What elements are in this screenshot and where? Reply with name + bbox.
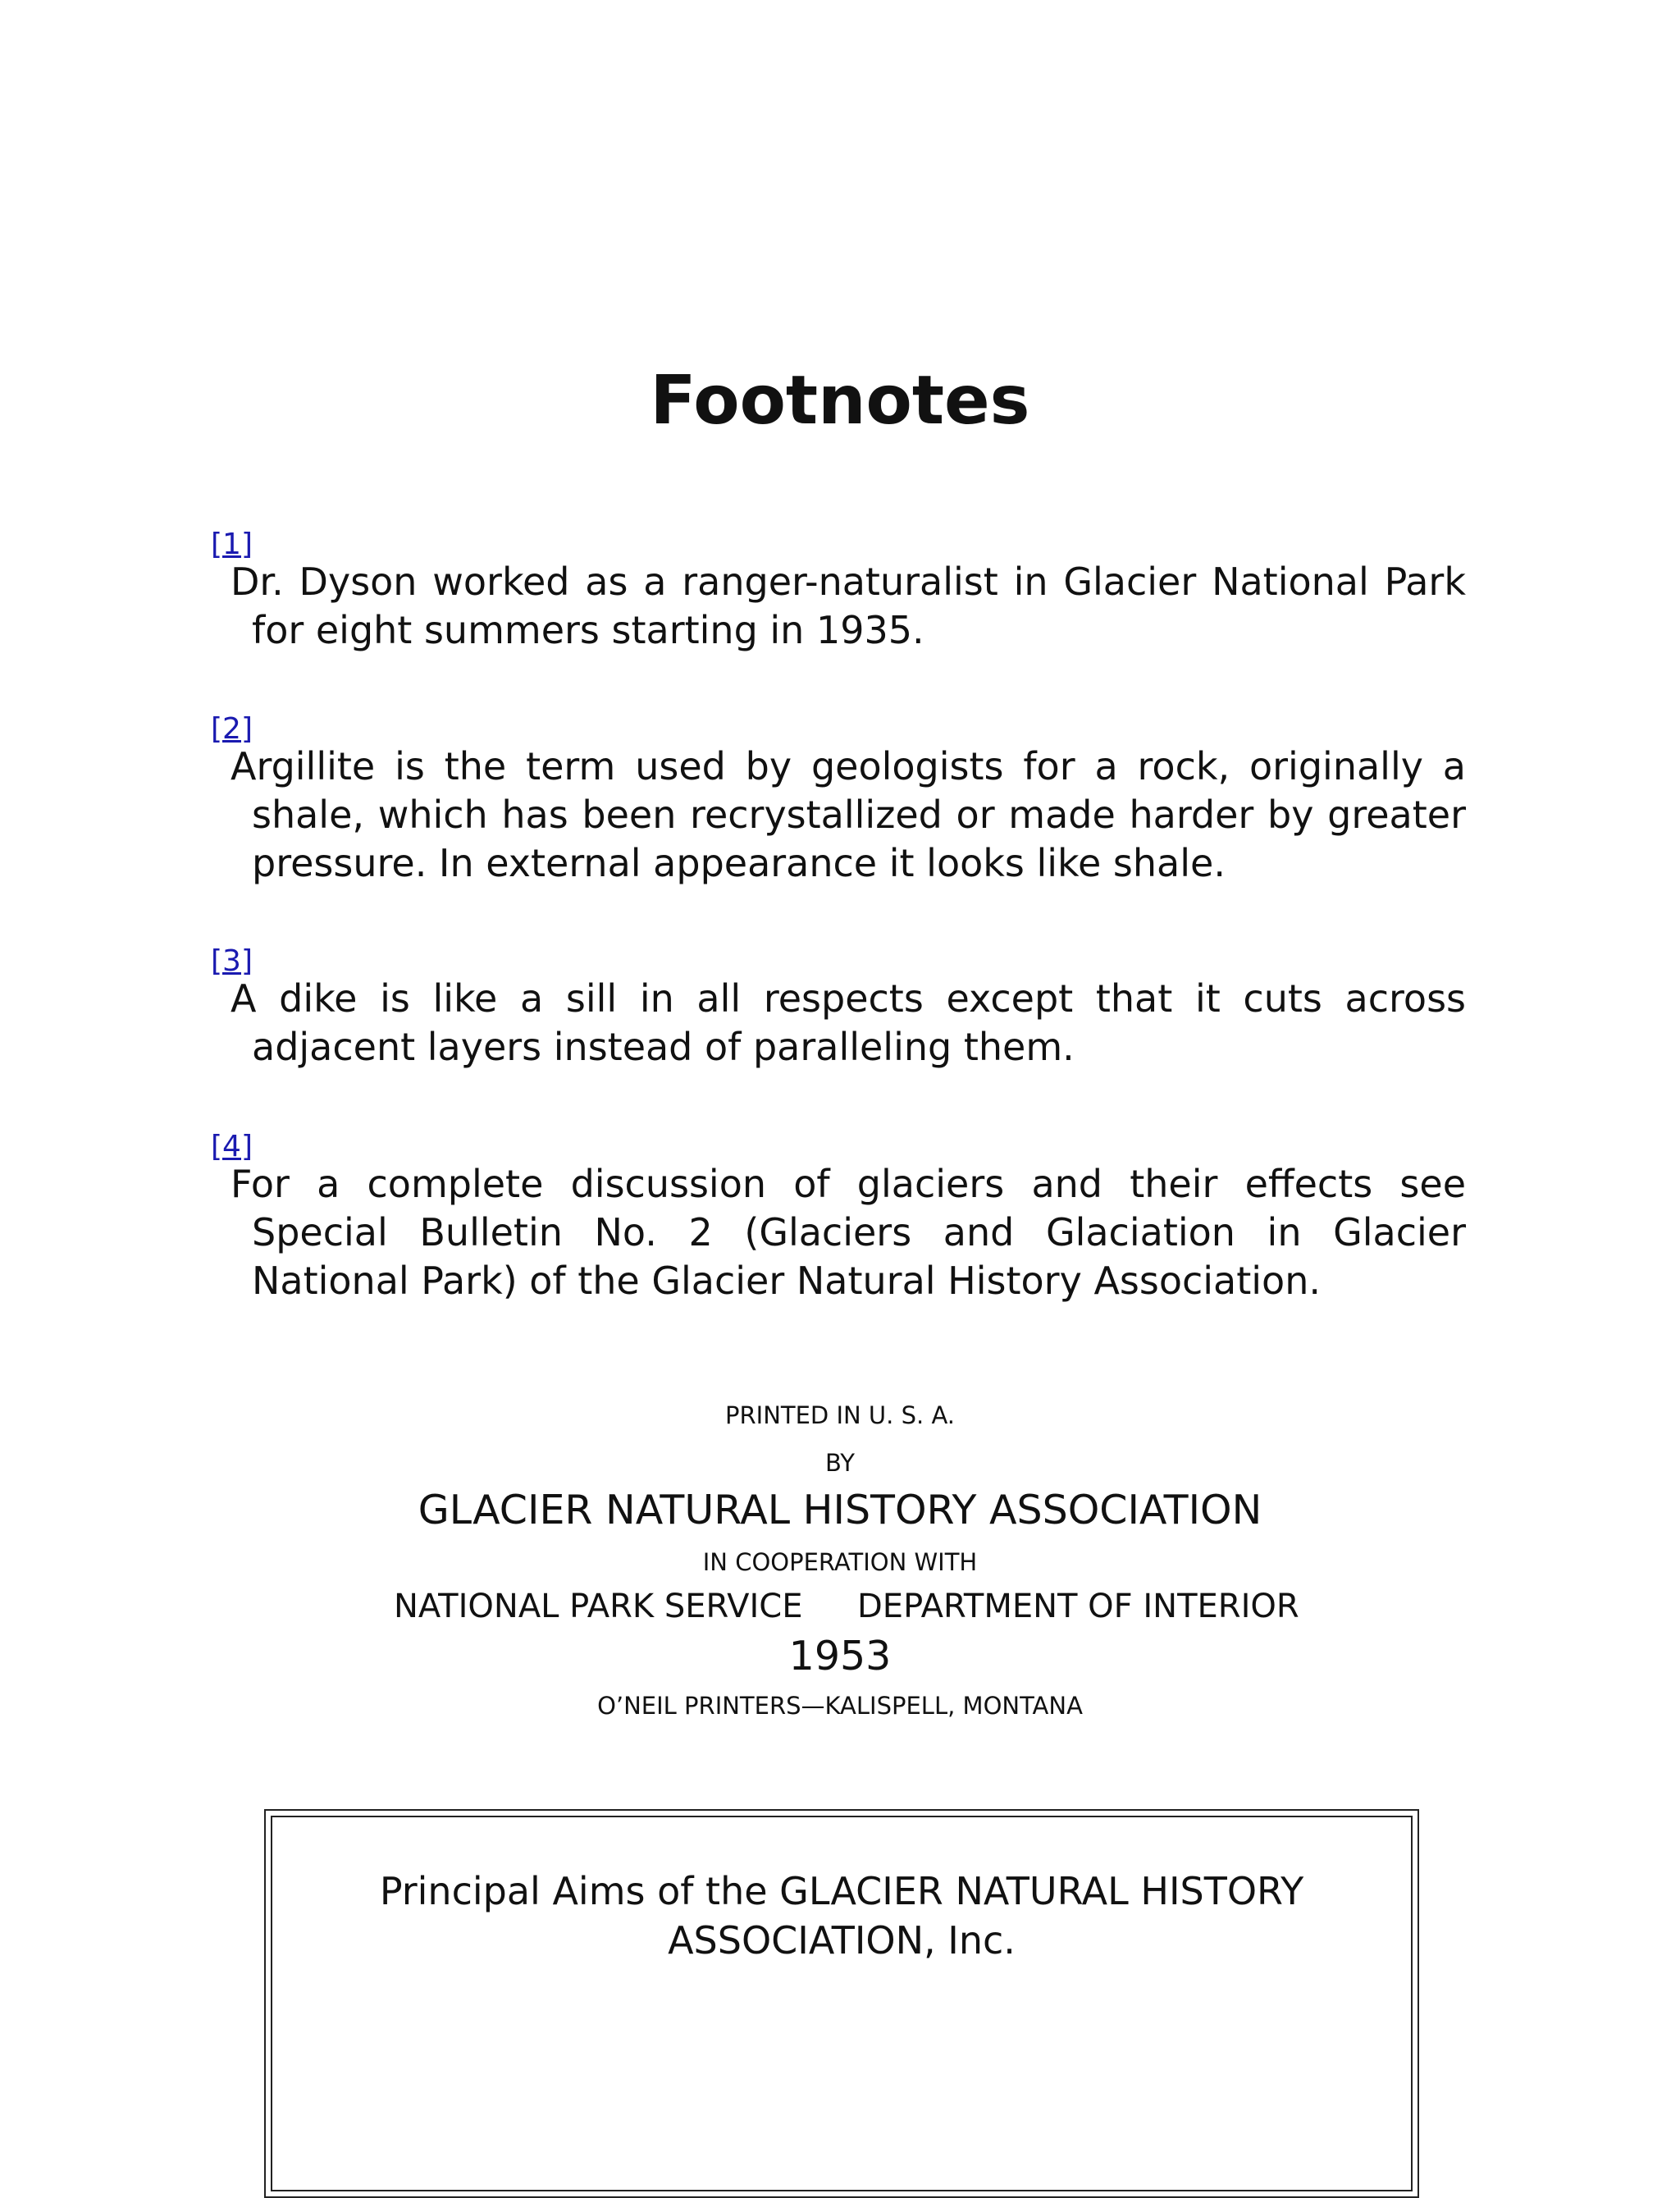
footnote-text-4: For a complete discussion of glaciers and their effects see Special Bulletin No. 2 (Glaciers and Glaciation in Glacier National Park) of the Glacier Natural History Association. [231,1162,1466,1303]
footnote-ref-1[interactable]: [1] [211,528,253,561]
footnote-ref-2[interactable]: [2] [211,712,253,746]
footnote-text-3: A dike is like a sill in all respects except that it cuts across adjacent layers instead of paralleling them. [231,976,1466,1069]
printer-line: O’NEIL PRINTERS—KALISPELL, MONTANA [597,1692,1083,1720]
aims-box-title: Principal Aims of the GLACIER NATURAL HISTORY ASSOCIATION, Inc. [379,1869,1304,1963]
aims-box [264,1809,1419,2198]
aims-box-inner-border [271,1816,1413,2191]
agency-national-park-service: NATIONAL PARK SERVICE [394,1588,803,1625]
footnote-3 [211,944,1466,1072]
cooperation-line: IN COOPERATION WITH [702,1548,978,1576]
footnote-1 [211,528,1466,655]
page-title: Footnotes [650,362,1030,440]
footnote-ref-4[interactable]: [4] [211,1130,253,1163]
publisher-name: GLACIER NATURAL HISTORY ASSOCIATION [418,1487,1262,1533]
printed-line: PRINTED IN U. S. A. [725,1401,955,1429]
by-line: BY [824,1449,856,1477]
footnote-4 [211,1130,1466,1305]
publication-year: 1953 [788,1633,892,1679]
footnote-ref-3[interactable]: [3] [211,944,253,978]
footnote-text-2: Argillite is the term used by geologists for a rock, originally a shale, which has been recrystallized or made harder by greater pressure. In external appearance it looks like shale. [231,744,1466,885]
footnote-2 [211,712,1466,888]
agency-department-of-interior: DEPARTMENT OF INTERIOR [857,1588,1299,1625]
footnote-text-1: Dr. Dyson worked as a ranger-naturalist in Glacier National Park for eight summers starting in 1935. [231,560,1466,652]
